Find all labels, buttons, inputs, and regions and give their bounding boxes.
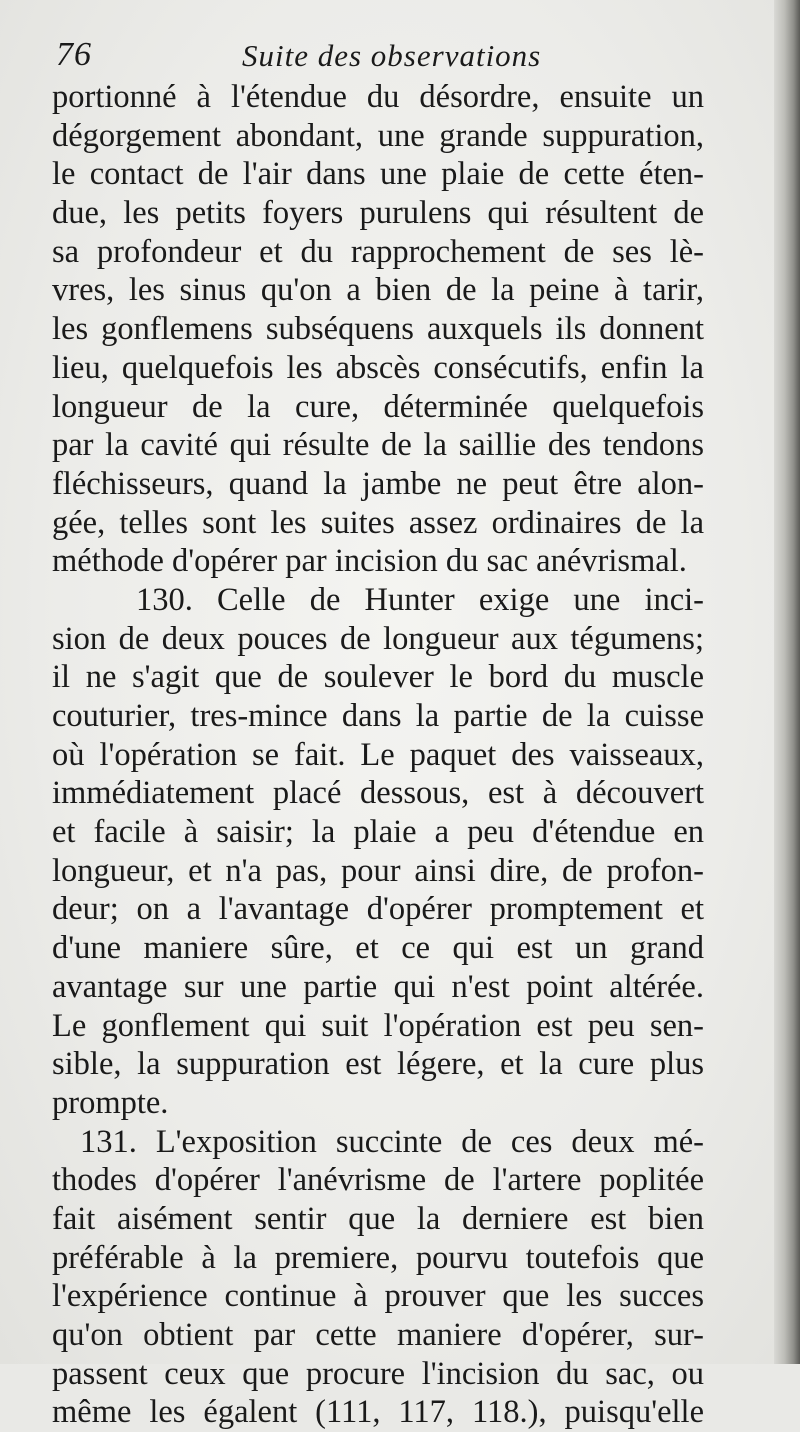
text-line: lieu, quelquefois les abscès consécutifs, enfin la [52,349,704,386]
text-line: Le gonflement qui suit l'opération est peu sen- [52,1007,704,1044]
text-line: les gonflemens subséquens auxquels ils donnent [52,311,704,348]
text-line: fait aisément sentir que la derniere est bien [52,1200,704,1237]
text-line: thodes d'opérer l'anévrisme de l'artere poplitée [52,1162,704,1199]
text-line: d'une maniere sûre, et ce qui est un grand [52,930,704,967]
text-line: passent ceux que procure l'incision du sac, ou [52,1355,704,1392]
text-line: immédiatement placé dessous, est à découvert [52,775,704,812]
text-line: par la cavité qui résulte de la saillie des tendons [52,427,704,464]
text-line: qu'on obtient par cette maniere d'opérer, sur- [52,1317,704,1353]
text-line: même les égalent (111, 117, 118.), puisqu'elle [52,1394,704,1431]
text-line: sible, la suppuration est légere, et la cure plus [52,1046,704,1083]
text-line: prompte. [52,1084,169,1121]
text-line: sa profondeur et du rapprochement de ses lè- [52,233,704,270]
text-line: le contact de l'air dans une plaie de cette éten- [52,156,704,193]
text-line: vres, les sinus qu'on a bien de la peine à tarir, [52,272,704,309]
text-line: longueur, et n'a pas, pour ainsi dire, de profon- [52,852,704,889]
body-text [52,78,704,1432]
running-head: Suite des observations [242,38,542,73]
text-line: deur; on a l'avantage d'opérer promptement et [52,891,704,928]
page-number: 76 [56,36,92,73]
text-line: dégorgement abondant, une grande suppuration, [52,117,704,154]
text-line: et facile à saisir; la plaie a peu d'étendue en [52,814,704,851]
text-line: portionné à l'étendue du désordre, ensuite un [52,79,704,115]
paragraph-start-line: 130. Celle de Hunter exige une inci- [136,581,704,618]
text-line: longueur de la cure, déterminée quelquefois [52,388,704,425]
text-line: fléchisseurs, quand la jambe ne peut être alon- [52,465,704,502]
text-line: il ne s'agit que de soulever le bord du muscle [52,659,704,696]
text-line: due, les petits foyers purulens qui résultent de [52,195,704,232]
page-header [52,36,702,84]
text-line: gée, telles sont les suites assez ordinaires de la [52,504,704,541]
text-line: où l'opération se fait. Le paquet des vaisseaux, [52,736,704,773]
text-line: couturier, tres-mince dans la partie de la cuisse [52,698,704,734]
text-line: avantage sur une partie qui n'est point altérée. [52,968,704,1005]
page-spine-shadow [774,0,800,1364]
text-line: préférable à la premiere, pourvu toutefois que [52,1239,704,1276]
text-line: sion de deux pouces de longueur aux tégumens; [52,620,704,657]
text-line: méthode d'opérer par incision du sac anévrismal. [52,543,687,580]
text-line: l'expérience continue à prouver que les succes [52,1278,704,1315]
paragraph-start-line: 131. L'exposition succinte de ces deux mé- [80,1123,704,1160]
